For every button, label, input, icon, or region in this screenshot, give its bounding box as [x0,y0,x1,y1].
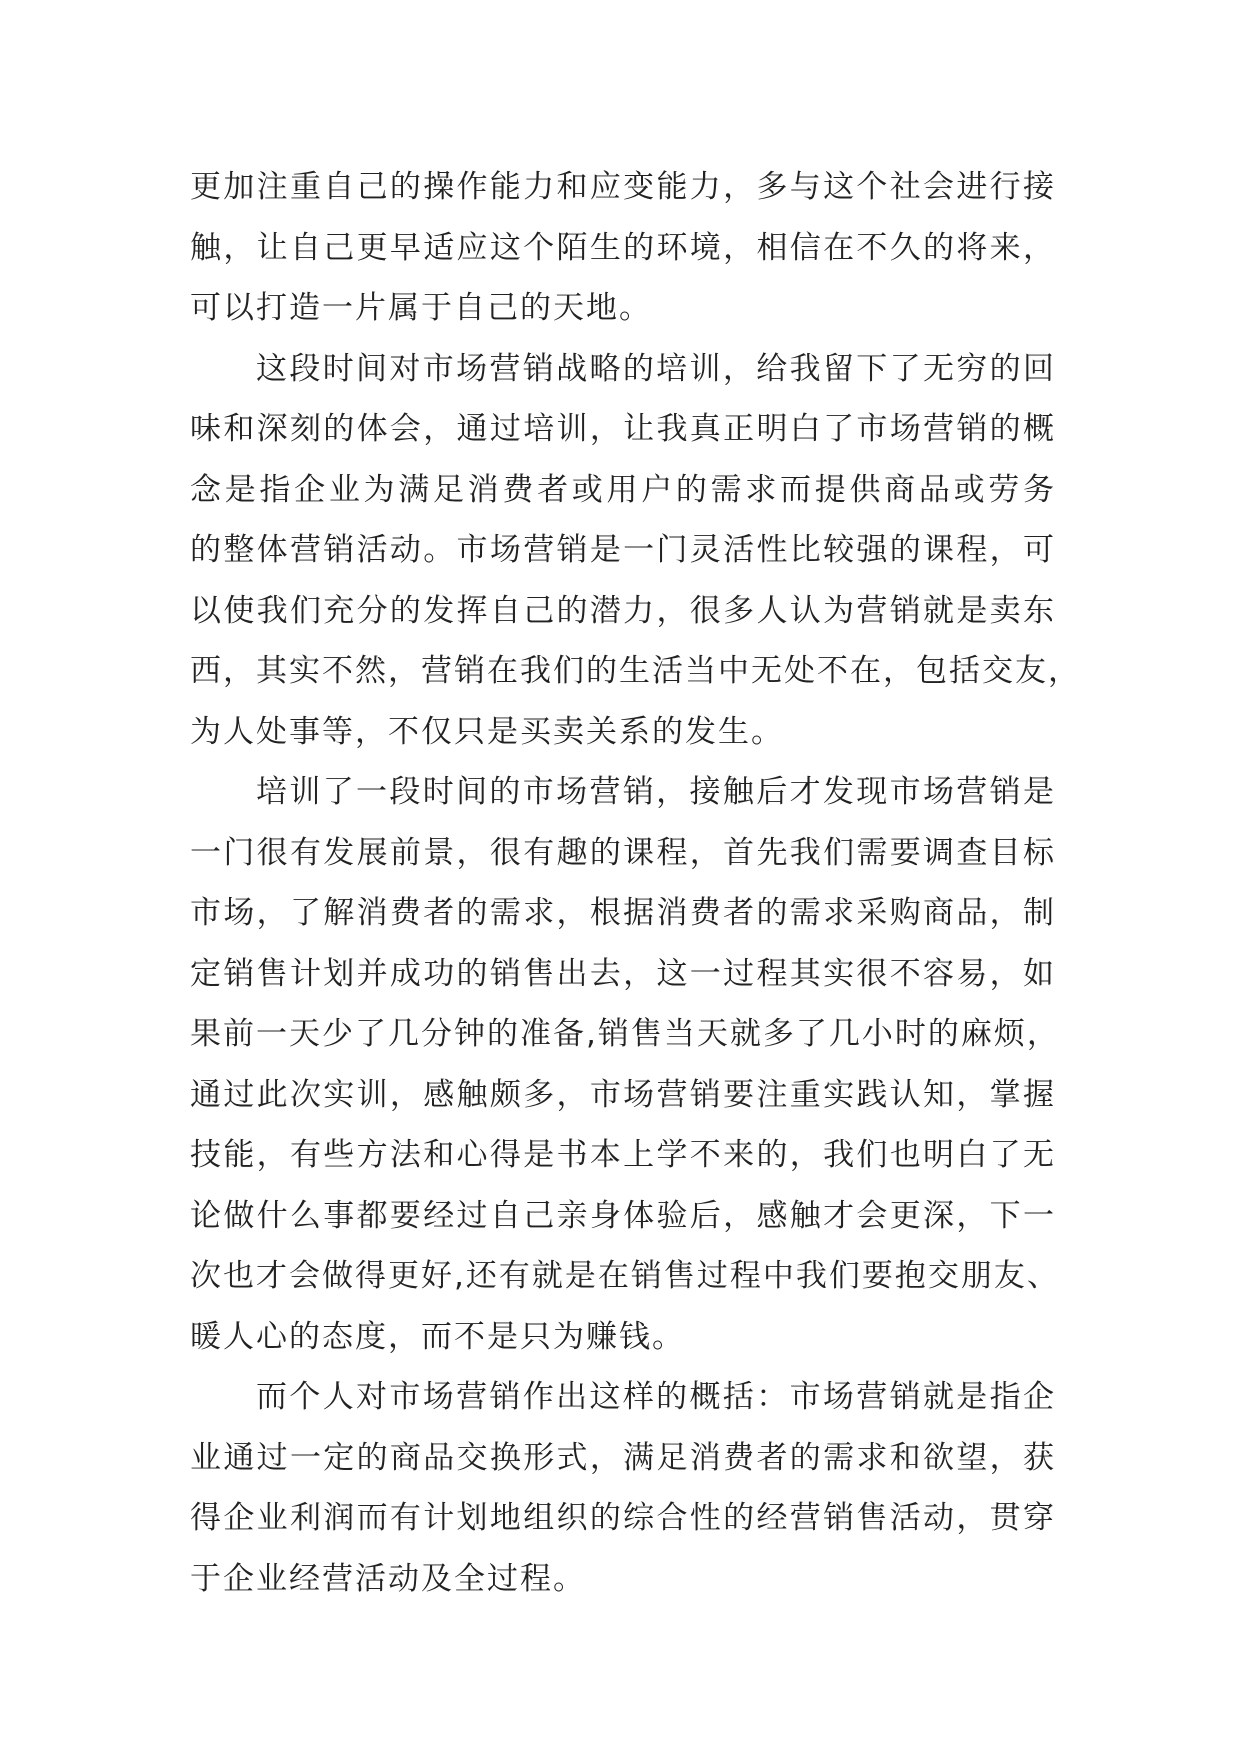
text-line: 技能，有些方法和心得是书本上学不来的，我们也明白了无 [190,1137,1056,1173]
text-line: 论做什么事都要经过自己亲身体验后，感触才会更深，下一 [190,1197,1056,1234]
text-line: 味和深刻的体会，通过培训，让我真正明白了市场营销的概 [190,411,1056,447]
text-line: 为人处事等，不仅只是买卖关系的发生。 [190,713,784,750]
text-line: 的整体营销活动。市场营销是一门灵活性比较强的课程，可 [190,532,1056,568]
text-line: 市场，了解消费者的需求，根据消费者的需求采购商品，制 [190,895,1056,931]
paragraph-1 [190,157,1056,339]
text-line: 次也才会做得更好,还有就是在销售过程中我们要抱交朋友、 [190,1258,1060,1294]
text-line: 通过此次实训，感触颇多，市场营销要注重实践认知，掌握 [190,1076,1056,1113]
text-line: 可以打造一片属于自己的天地。 [190,290,652,326]
text-line: 触，让自己更早适应这个陌生的环境，相信在不久的将来， [190,229,1056,266]
paragraph-3 [190,762,1060,1367]
text-line: 果前一天少了几分钟的准备,销售当天就多了几小时的麻烦， [190,1016,1060,1052]
text-line: 暖人心的态度，而不是只为赚钱。 [190,1318,685,1355]
text-line: 以使我们充分的发挥自己的潜力，很多人认为营销就是卖东 [190,592,1056,629]
text-line: 培训了一段时间的市场营销，接触后才发现市场营销是 [256,774,1056,810]
text-line: 定销售计划并成功的销售出去，这一过程其实很不容易，如 [190,955,1056,992]
text-line: 一门很有发展前景，很有趣的课程，首先我们需要调查目标 [190,834,1056,871]
text-line: 得企业利润而有计划地组织的综合性的经营销售活动，贯穿 [190,1500,1056,1536]
document-body [190,157,1081,1609]
text-line: 更加注重自己的操作能力和应变能力，多与这个社会进行接 [190,169,1056,205]
text-line: 念是指企业为满足消费者或用户的需求而提供商品或劳务 [190,471,1056,508]
text-line: 西，其实不然，营销在我们的生活当中无处不在，包括交友， [190,653,1081,689]
paragraph-4 [190,1367,1056,1609]
text-line: 于企业经营活动及全过程。 [190,1560,586,1597]
text-line: 这段时间对市场营销战略的培训，给我留下了无穷的回 [256,350,1056,387]
text-line: 业通过一定的商品交换形式，满足消费者的需求和欲望，获 [190,1439,1056,1476]
paragraph-2 [190,339,1081,763]
text-line: 而个人对市场营销作出这样的概括：市场营销就是指企 [256,1379,1056,1415]
